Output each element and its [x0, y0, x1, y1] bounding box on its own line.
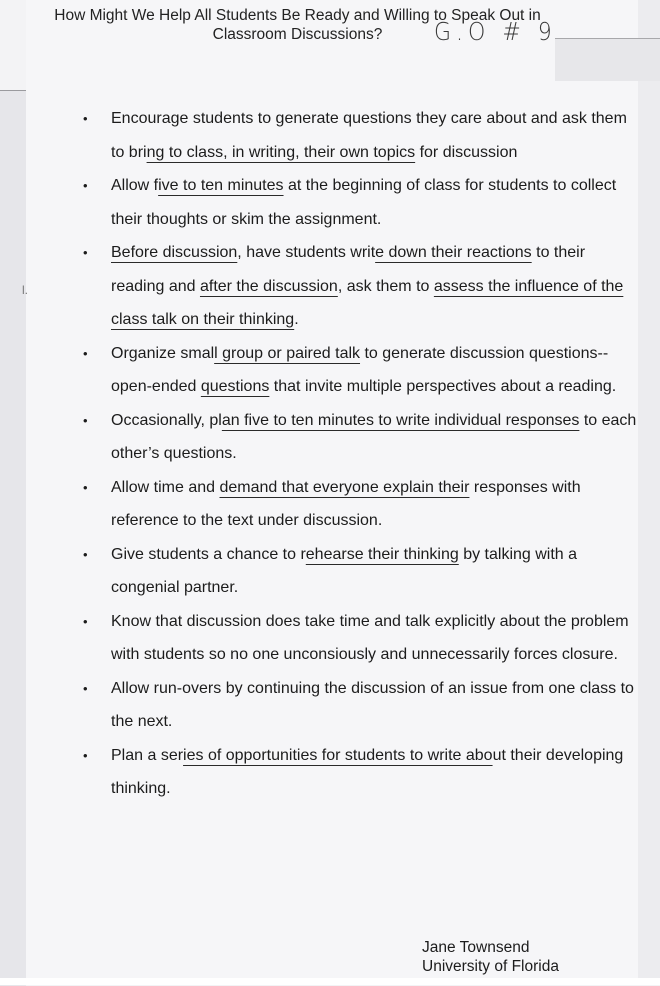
underlined-text: demand that everyone explain their: [219, 478, 470, 496]
item-text: that invite multiple perspectives about a reading.: [269, 378, 617, 395]
underlined-text: ies of opportunities for students to write abo: [183, 746, 493, 764]
bullet-icon: •: [83, 111, 88, 126]
underlined-text: ng to class, in writing, their own topics: [146, 143, 416, 161]
scan-bottom-edge: [0, 978, 660, 985]
handwritten-note: G.O # 9: [434, 18, 557, 47]
item-text: Organize smal: [111, 344, 215, 362]
paper-tab-edge: [555, 38, 660, 81]
list-item: [78, 605, 638, 672]
item-text: by talking with a congenial partner.: [111, 545, 578, 596]
title-line-2: Classroom Discussions?: [212, 26, 383, 43]
item-text: ut their developing thinking.: [111, 746, 624, 797]
item-text: Plan a ser: [111, 746, 184, 764]
paper-right-edge: [638, 0, 660, 985]
list-item: [78, 739, 638, 806]
list-item: [78, 471, 638, 538]
item-text: .: [294, 311, 299, 328]
item-text: Allow time and: [111, 478, 220, 496]
list-item: [78, 337, 638, 404]
underlined-text: ive to ten minutes: [158, 177, 284, 194]
strategy-list: [78, 102, 638, 806]
underlined-text: Before discussion: [111, 244, 238, 261]
bullet-icon: •: [83, 178, 88, 193]
list-item: [78, 538, 638, 605]
list-item: [78, 102, 638, 169]
paper-left-edge: [0, 90, 26, 986]
item-text: to generate discussion questions-- open-ended: [111, 344, 609, 395]
item-text: at the beginning of class for students to collect their thoughts or skim the assignment.: [111, 177, 617, 228]
item-text: Allow run-overs by continuing the discussion of an issue from one class to the next.: [111, 679, 634, 730]
item-text: , have students writ: [237, 244, 376, 261]
list-item: [78, 236, 638, 337]
list-item: [78, 169, 638, 236]
underlined-text: an five to ten minutes to write individual responses: [221, 411, 580, 429]
list-item: [78, 404, 638, 471]
bullet-icon: •: [83, 245, 88, 260]
bullet-icon: •: [83, 613, 88, 629]
bullet-icon: •: [83, 479, 88, 495]
item-text: Occasionally, pl: [111, 411, 222, 429]
item-text: Allow f: [111, 177, 159, 194]
underlined-text: ehearse their thinking: [305, 545, 459, 563]
bullet-icon: •: [83, 345, 88, 361]
item-text: Encourage students to generate questions they care about and ask them to bri: [111, 110, 627, 161]
underlined-text: after the discussion: [199, 277, 338, 295]
list-item: [78, 672, 638, 739]
bullet-icon: •: [83, 747, 88, 763]
item-text: Know that discussion does take time and talk explicitly about the problem with students so no one unconsiously and unnecessarily forces closure.: [111, 612, 629, 663]
bullet-icon: •: [83, 412, 88, 428]
item-text: responses with reference to the text under discussion.: [111, 478, 581, 529]
item-text: Give students a chance to r: [111, 545, 306, 563]
author-name: Jane Townsend: [422, 939, 530, 956]
bullet-icon: •: [83, 546, 88, 562]
item-text: for discussion: [415, 143, 518, 161]
item-text: to each other’s questions.: [111, 411, 637, 462]
author-affiliation: University of Florida: [422, 958, 559, 975]
item-text: to their reading and: [111, 244, 586, 295]
item-text: , ask them to: [337, 277, 434, 295]
margin-mark: l.: [22, 283, 28, 297]
underlined-text: assess the influence of the class talk on their thinking: [111, 277, 624, 328]
title-line-1: How Might We Help All Students Be Ready and Willing to Speak Out in: [54, 7, 541, 24]
underlined-text: e down their reactions: [375, 244, 532, 261]
signature-block: [422, 938, 559, 976]
underlined-text: questions: [200, 378, 270, 395]
underlined-text: l group or paired talk: [214, 344, 361, 362]
bullet-icon: •: [83, 680, 88, 696]
